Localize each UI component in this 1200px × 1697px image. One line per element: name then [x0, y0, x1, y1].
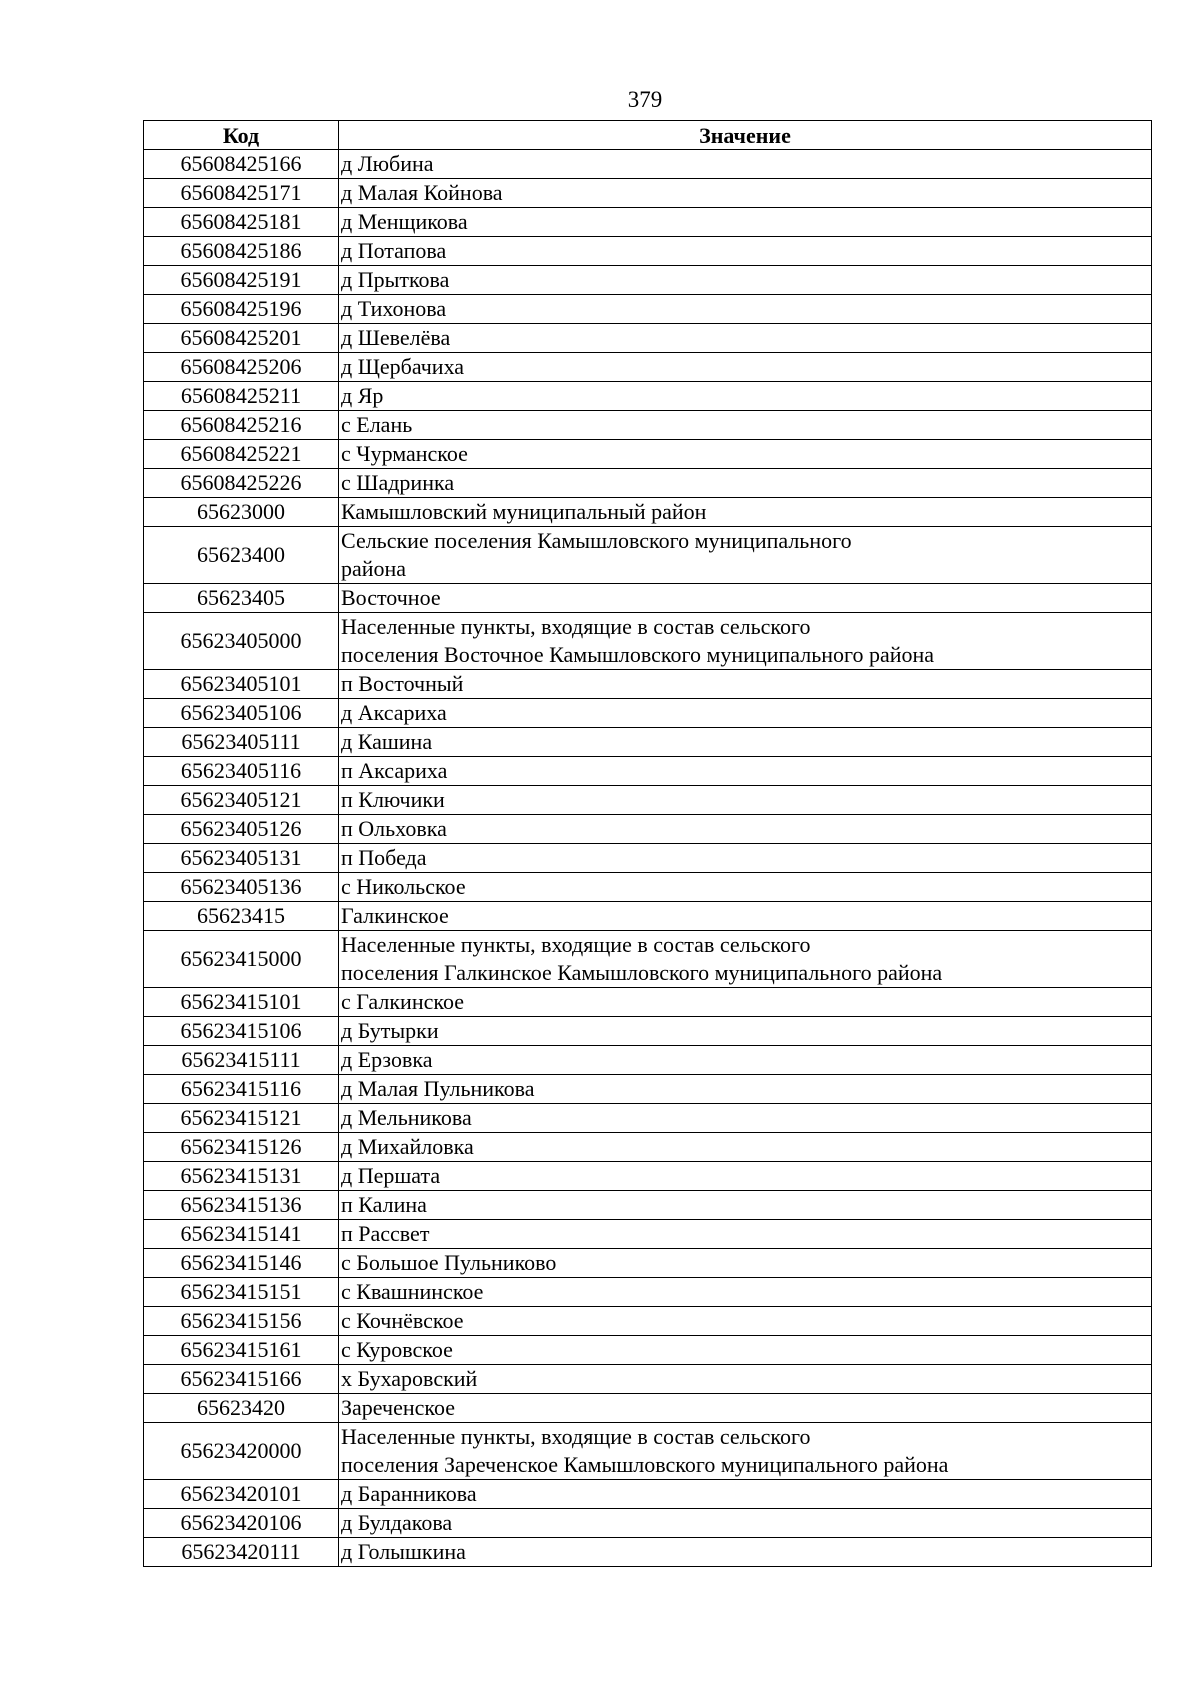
row-value: д Аксариха — [339, 699, 1152, 728]
table-row — [144, 728, 1152, 757]
row-value: д Яр — [339, 382, 1152, 411]
table-row — [144, 1104, 1152, 1133]
table-row — [144, 527, 1152, 584]
row-value: п Аксариха — [339, 757, 1152, 786]
table-row — [144, 382, 1152, 411]
row-value: д Любина — [339, 150, 1152, 179]
page-number: 379 — [627, 87, 663, 112]
table-row — [144, 757, 1152, 786]
table-row — [144, 1162, 1152, 1191]
row-value: с Шадринка — [339, 469, 1152, 498]
row-code: 65623000 — [144, 498, 339, 527]
row-code: 65623415101 — [144, 988, 339, 1017]
table-row — [144, 931, 1152, 988]
row-value: Камышловский муниципальный район — [339, 498, 1152, 527]
row-code: 65623415151 — [144, 1278, 339, 1307]
row-code: 65608425166 — [144, 150, 339, 179]
row-code: 65623420106 — [144, 1509, 339, 1538]
classifier-table — [143, 120, 1152, 1567]
table-row — [144, 237, 1152, 266]
row-code: 65623415106 — [144, 1017, 339, 1046]
table-row — [144, 699, 1152, 728]
row-code: 65623415141 — [144, 1220, 339, 1249]
table-row — [144, 1017, 1152, 1046]
value-column-header: Значение — [339, 121, 1152, 150]
row-value: Населенные пункты, входящие в состав сельского поселения Восточное Камышловского муниципального района — [339, 613, 1152, 670]
row-code: 65623415146 — [144, 1249, 339, 1278]
row-value: Восточное — [339, 584, 1152, 613]
row-value: п Ольховка — [339, 815, 1152, 844]
row-code: 65623415166 — [144, 1365, 339, 1394]
row-value: д Малая Койнова — [339, 179, 1152, 208]
row-code: 65623420111 — [144, 1538, 339, 1567]
row-code: 65623415161 — [144, 1336, 339, 1365]
code-column-header: Код — [144, 121, 339, 150]
row-value: д Щербачиха — [339, 353, 1152, 382]
table-row — [144, 988, 1152, 1017]
row-value: п Восточный — [339, 670, 1152, 699]
row-value: д Шевелёва — [339, 324, 1152, 353]
row-value: с Большое Пульниково — [339, 1249, 1152, 1278]
row-code: 65623415136 — [144, 1191, 339, 1220]
row-value: д Кашина — [339, 728, 1152, 757]
table-row — [144, 1307, 1152, 1336]
row-value: д Менщикова — [339, 208, 1152, 237]
table-row — [144, 208, 1152, 237]
row-code: 65623415156 — [144, 1307, 339, 1336]
table-row — [144, 150, 1152, 179]
row-code: 65608425191 — [144, 266, 339, 295]
row-value: д Ерзовка — [339, 1046, 1152, 1075]
row-value: с Никольское — [339, 873, 1152, 902]
table-row — [144, 295, 1152, 324]
row-code: 65623415116 — [144, 1075, 339, 1104]
row-code: 65623400 — [144, 527, 339, 584]
row-code: 65608425216 — [144, 411, 339, 440]
row-value: п Калина — [339, 1191, 1152, 1220]
row-value: п Ключики — [339, 786, 1152, 815]
row-code: 65608425186 — [144, 237, 339, 266]
row-code: 65608425171 — [144, 179, 339, 208]
row-value: с Кочнёвское — [339, 1307, 1152, 1336]
row-code: 65623405106 — [144, 699, 339, 728]
row-value: Сельские поселения Камышловского муниципального района — [339, 527, 1152, 584]
row-code: 65608425226 — [144, 469, 339, 498]
table-row — [144, 266, 1152, 295]
row-value: с Галкинское — [339, 988, 1152, 1017]
table-row — [144, 786, 1152, 815]
row-value: д Голышкина — [339, 1538, 1152, 1567]
row-value: д Мельникова — [339, 1104, 1152, 1133]
row-value: д Потапова — [339, 237, 1152, 266]
row-code: 65623420000 — [144, 1423, 339, 1480]
row-code: 65608425211 — [144, 382, 339, 411]
row-code: 65623415121 — [144, 1104, 339, 1133]
table-row — [144, 584, 1152, 613]
row-value: д Баранникова — [339, 1480, 1152, 1509]
row-code: 65608425181 — [144, 208, 339, 237]
table-row — [144, 873, 1152, 902]
table-body — [144, 150, 1152, 1567]
row-value: х Бухаровский — [339, 1365, 1152, 1394]
table-row — [144, 1046, 1152, 1075]
row-value: Населенные пункты, входящие в состав сельского поселения Зареченское Камышловского муниципального района — [339, 1423, 1152, 1480]
table-row — [144, 1249, 1152, 1278]
row-value: д Малая Пульникова — [339, 1075, 1152, 1104]
row-value: п Победа — [339, 844, 1152, 873]
table-row — [144, 1509, 1152, 1538]
table-row — [144, 815, 1152, 844]
row-code: 65623405101 — [144, 670, 339, 699]
row-code: 65623405136 — [144, 873, 339, 902]
row-value: д Бутырки — [339, 1017, 1152, 1046]
row-code: 65623415111 — [144, 1046, 339, 1075]
table-row — [144, 324, 1152, 353]
table-row — [144, 902, 1152, 931]
row-code: 65623415131 — [144, 1162, 339, 1191]
row-code: 65623420101 — [144, 1480, 339, 1509]
row-code: 65608425221 — [144, 440, 339, 469]
row-code: 65623405000 — [144, 613, 339, 670]
row-value: Зареченское — [339, 1394, 1152, 1423]
row-code: 65608425206 — [144, 353, 339, 382]
row-code: 65623405116 — [144, 757, 339, 786]
table-header-row — [144, 121, 1152, 150]
table-row — [144, 411, 1152, 440]
table-row — [144, 1423, 1152, 1480]
table-row — [144, 844, 1152, 873]
row-code: 65623405111 — [144, 728, 339, 757]
table-row — [144, 1133, 1152, 1162]
table-row — [144, 1075, 1152, 1104]
table-row — [144, 469, 1152, 498]
row-code: 65608425196 — [144, 295, 339, 324]
row-value: д Михайловка — [339, 1133, 1152, 1162]
row-value: д Тихонова — [339, 295, 1152, 324]
table-row — [144, 1278, 1152, 1307]
table-row — [144, 1480, 1152, 1509]
table-row — [144, 179, 1152, 208]
table-row — [144, 670, 1152, 699]
row-value: п Рассвет — [339, 1220, 1152, 1249]
row-code: 65623415126 — [144, 1133, 339, 1162]
table-row — [144, 353, 1152, 382]
row-value: Населенные пункты, входящие в состав сельского поселения Галкинское Камышловского муниципального района — [339, 931, 1152, 988]
row-value: с Елань — [339, 411, 1152, 440]
row-value: д Булдакова — [339, 1509, 1152, 1538]
table-row — [144, 1365, 1152, 1394]
row-value: с Куровское — [339, 1336, 1152, 1365]
row-value: с Квашнинское — [339, 1278, 1152, 1307]
table-row — [144, 440, 1152, 469]
table-row — [144, 1538, 1152, 1567]
row-code: 65623405131 — [144, 844, 339, 873]
table-row — [144, 1191, 1152, 1220]
row-value: с Чурманское — [339, 440, 1152, 469]
row-value: д Першата — [339, 1162, 1152, 1191]
table-row — [144, 613, 1152, 670]
row-code: 65623405 — [144, 584, 339, 613]
row-code: 65623415000 — [144, 931, 339, 988]
row-code: 65623415 — [144, 902, 339, 931]
row-code: 65623405126 — [144, 815, 339, 844]
row-value: Галкинское — [339, 902, 1152, 931]
row-code: 65623420 — [144, 1394, 339, 1423]
table-row — [144, 498, 1152, 527]
row-value: д Прыткова — [339, 266, 1152, 295]
table-row — [144, 1336, 1152, 1365]
row-code: 65623405121 — [144, 786, 339, 815]
table-row — [144, 1394, 1152, 1423]
row-code: 65608425201 — [144, 324, 339, 353]
table-row — [144, 1220, 1152, 1249]
